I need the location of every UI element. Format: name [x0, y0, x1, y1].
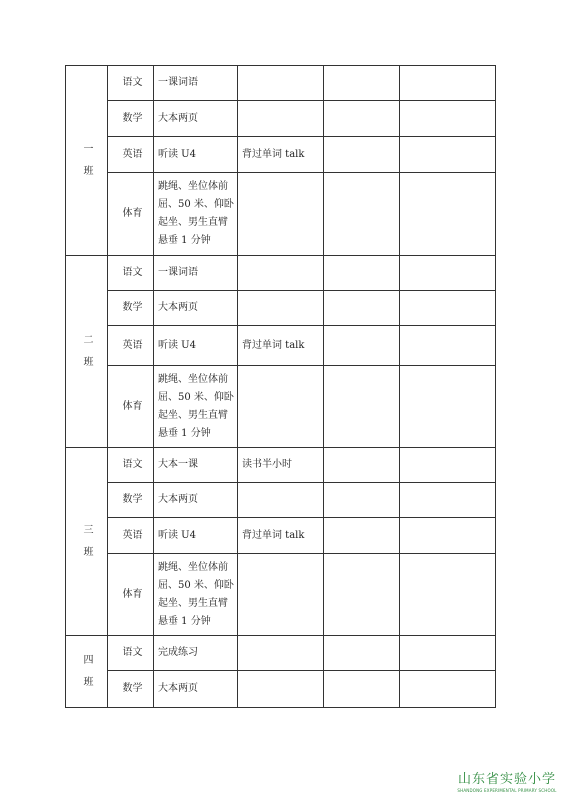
empty-cell	[400, 518, 496, 554]
table-row	[66, 256, 496, 291]
subject-cell: 数学	[108, 483, 154, 518]
task-cell: 跳绳、坐位体前屈、50 米、仰卧起坐、男生直臂悬垂 1 分钟	[154, 366, 238, 448]
extra-cell	[238, 366, 324, 448]
task-cell: 听读 U4	[154, 326, 238, 366]
empty-cell	[324, 137, 400, 173]
empty-cell	[400, 483, 496, 518]
empty-cell	[324, 483, 400, 518]
task-cell: 完成练习	[154, 636, 238, 671]
extra-cell	[238, 173, 324, 256]
empty-cell	[400, 291, 496, 326]
table-row	[66, 173, 496, 256]
extra-cell: 读书半小时	[238, 448, 324, 483]
task-cell: 大本两页	[154, 291, 238, 326]
subject-cell: 语文	[108, 256, 154, 291]
extra-cell	[238, 256, 324, 291]
empty-cell	[400, 137, 496, 173]
task-cell: 大本一课	[154, 448, 238, 483]
empty-cell	[324, 448, 400, 483]
task-cell: 大本两页	[154, 671, 238, 708]
class-label: 二 班	[66, 256, 108, 448]
extra-cell	[238, 101, 324, 137]
empty-cell	[324, 256, 400, 291]
school-logo-english: SHANDONG EXPERIMENTAL PRIMARY SCHOOL	[457, 788, 557, 793]
empty-cell	[400, 636, 496, 671]
subject-cell: 体育	[108, 173, 154, 256]
class-label: 一 班	[66, 66, 108, 256]
table-row	[66, 554, 496, 636]
homework-table	[65, 65, 496, 708]
table-row	[66, 291, 496, 326]
class-label: 四 班	[66, 636, 108, 708]
subject-cell: 语文	[108, 448, 154, 483]
extra-cell: 背过单词 talk	[238, 518, 324, 554]
empty-cell	[324, 101, 400, 137]
empty-cell	[400, 448, 496, 483]
table-row	[66, 326, 496, 366]
extra-cell	[238, 636, 324, 671]
task-cell: 一课词语	[154, 256, 238, 291]
empty-cell	[324, 671, 400, 708]
empty-cell	[324, 66, 400, 101]
table-row	[66, 101, 496, 137]
task-cell: 大本两页	[154, 483, 238, 518]
empty-cell	[324, 518, 400, 554]
extra-cell	[238, 671, 324, 708]
subject-cell: 数学	[108, 671, 154, 708]
empty-cell	[400, 256, 496, 291]
subject-cell: 体育	[108, 366, 154, 448]
empty-cell	[400, 66, 496, 101]
empty-cell	[400, 366, 496, 448]
subject-cell: 语文	[108, 636, 154, 671]
extra-cell: 背过单词 talk	[238, 326, 324, 366]
extra-cell	[238, 483, 324, 518]
table-row	[66, 66, 496, 101]
table-row	[66, 636, 496, 671]
table-row	[66, 448, 496, 483]
table-row	[66, 137, 496, 173]
extra-cell	[238, 291, 324, 326]
empty-cell	[400, 671, 496, 708]
empty-cell	[324, 366, 400, 448]
extra-cell: 背过单词 talk	[238, 137, 324, 173]
task-cell: 听读 U4	[154, 518, 238, 554]
empty-cell	[400, 173, 496, 256]
subject-cell: 英语	[108, 326, 154, 366]
empty-cell	[400, 554, 496, 636]
empty-cell	[400, 326, 496, 366]
subject-cell: 英语	[108, 137, 154, 173]
empty-cell	[324, 636, 400, 671]
task-cell: 一课词语	[154, 66, 238, 101]
subject-cell: 数学	[108, 101, 154, 137]
empty-cell	[324, 554, 400, 636]
extra-cell	[238, 554, 324, 636]
school-logo	[457, 772, 557, 794]
subject-cell: 体育	[108, 554, 154, 636]
subject-cell: 数学	[108, 291, 154, 326]
table-row	[66, 671, 496, 708]
empty-cell	[400, 101, 496, 137]
empty-cell	[324, 326, 400, 366]
task-cell: 跳绳、坐位体前屈、50 米、仰卧起坐、男生直臂悬垂 1 分钟	[154, 554, 238, 636]
task-cell: 跳绳、坐位体前屈、50 米、仰卧起坐、男生直臂悬垂 1 分钟	[154, 173, 238, 256]
task-cell: 听读 U4	[154, 137, 238, 173]
school-logo-chinese: 山东省实验小学	[457, 772, 556, 787]
class-label: 三 班	[66, 448, 108, 636]
table-row	[66, 366, 496, 448]
table-row	[66, 518, 496, 554]
subject-cell: 语文	[108, 66, 154, 101]
empty-cell	[324, 291, 400, 326]
table-row	[66, 483, 496, 518]
subject-cell: 英语	[108, 518, 154, 554]
empty-cell	[324, 173, 400, 256]
extra-cell	[238, 66, 324, 101]
task-cell: 大本两页	[154, 101, 238, 137]
